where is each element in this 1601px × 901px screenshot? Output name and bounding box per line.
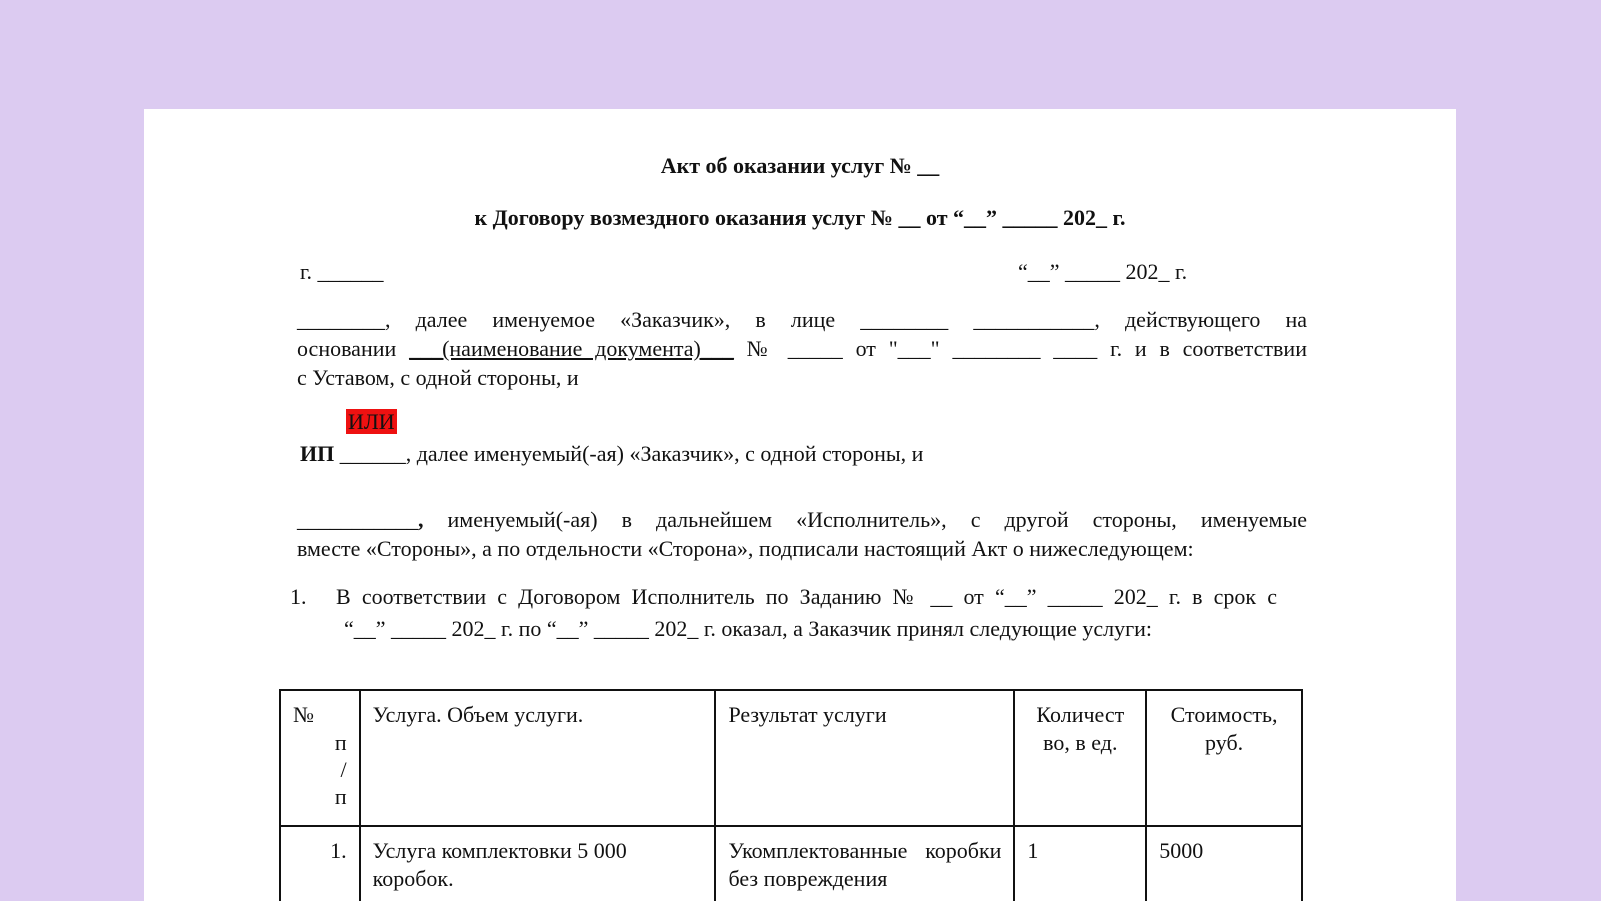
- para1-line2: [297, 334, 1307, 363]
- item1-number: 1.: [290, 584, 307, 609]
- document-subtitle: к Договору возмездного оказания услуг № __ от “__” _____ 202_ г.: [474, 205, 1126, 230]
- ip-label: ИП: [300, 441, 335, 466]
- row-qty: 1: [1014, 826, 1146, 901]
- table-row: [280, 826, 1302, 901]
- para2-line2: вместе «Стороны», а по отдельности «Сторона», подписали настоящий Акт о нижеследующем:: [297, 536, 1194, 561]
- para2-line1-rest: именуемый(-ая) в дальнейшем «Исполнитель», с другой стороны, именуемые: [423, 507, 1307, 532]
- services-table: [279, 689, 1303, 901]
- header-num-slash: /: [340, 757, 347, 782]
- para2-line1: [297, 505, 1307, 534]
- ip-line: [300, 441, 923, 467]
- header-num-symbol: №: [293, 702, 314, 727]
- contractor-comma: ,: [418, 507, 424, 532]
- para1-line2-suffix: № _____ от "___" ________ ____ г. и в соответствии: [733, 336, 1307, 361]
- header-cost: Стоимость, руб.: [1146, 690, 1302, 826]
- ip-line-rest: ______, далее именуемый(-ая) «Заказчик», с одной стороны, и: [334, 441, 924, 466]
- item1-line1: В соответствии с Договором Исполнитель по Заданию № __ от “__” _____ 202_ г. в срок с: [336, 584, 1277, 609]
- row-cost: 5000: [1146, 826, 1302, 901]
- ili-marker: [346, 409, 397, 435]
- header-qty: Количест во, в ед.: [1014, 690, 1146, 826]
- row-result: Укомплектованные коробки без повреждения: [715, 826, 1014, 901]
- city-line: г. ______: [300, 259, 384, 284]
- para1-line2-prefix: основании: [297, 336, 410, 361]
- contractor-blank: ___________: [297, 507, 418, 532]
- date-line: “__” _____ 202_ г.: [1018, 259, 1188, 284]
- row-num: 1.: [280, 826, 360, 901]
- para1-line1: ________, далее именуемое «Заказчик», в лице ________ ___________, действующего на: [297, 307, 1307, 332]
- header-num-p1: п: [334, 730, 347, 755]
- document-title: Акт об оказании услуг № __: [660, 153, 940, 178]
- header-result: Результат услуги: [715, 690, 1014, 826]
- row-service: Услуга комплектовки 5 000 коробок.: [360, 826, 716, 901]
- document-name-placeholder: ___(наименование документа)___: [409, 336, 734, 361]
- header-service: Услуга. Объем услуги.: [360, 690, 716, 826]
- para1-line3: с Уставом, с одной стороны, и: [297, 365, 579, 390]
- table-header-row: [280, 690, 1302, 826]
- ili-label: ИЛИ: [348, 409, 395, 434]
- header-num: [280, 690, 360, 826]
- document-page: [144, 109, 1456, 901]
- header-num-p2: п: [334, 784, 347, 809]
- item1-line2: “__” _____ 202_ г. по “__” _____ 202_ г. оказал, а Заказчик принял следующие услуги:: [344, 616, 1153, 641]
